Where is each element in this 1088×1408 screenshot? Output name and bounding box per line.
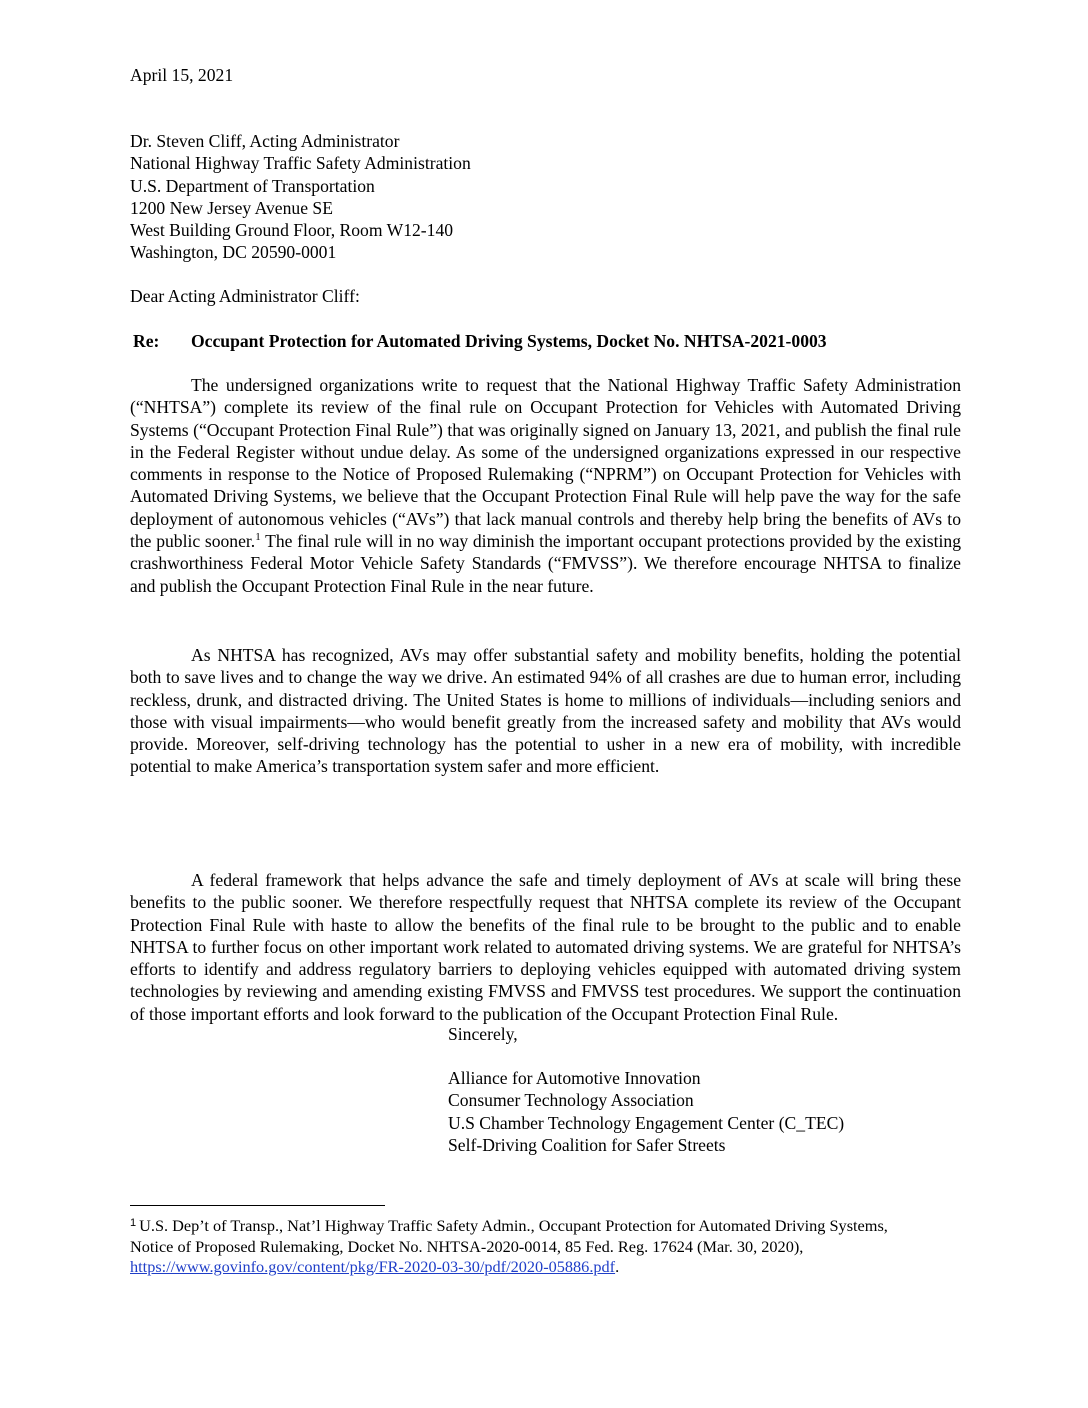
body-paragraph-2: As NHTSA has recognized, AVs may offer substantial safety and mobility benefits, holding the potential both to save lives and to change the way we drive. An estimated 94% of all crashes are due to human error, including reckless, drunk, and distracted driving. The United States is home to millions of individuals—including seniors and those with visual impairments—who would benefit greatly from the increased safety and mobility that AVs would provide. Moreover, self-driving technology has the potential to usher in a new era of mobility, with incredible potential to make America’s transportation system safer and more efficient.	[130, 645, 961, 777]
recipient-address	[130, 130, 471, 264]
paragraph-text: The final rule will in no way diminish the important occupant protections provided by the existing crashworthiness Federal Motor Vehicle Safety Standards (“FMVSS”). We therefore encourage NHTSA to finalize and publish the Occupant Protection Final Rule in the near future.	[130, 531, 961, 596]
closing: Sincerely,	[448, 1024, 518, 1044]
body-paragraph-1	[130, 374, 961, 597]
recipient-line: 1200 New Jersey Avenue SE	[130, 197, 333, 218]
body-paragraph-3: A federal framework that helps advance the safe and timely deployment of AVs at scale will bring these benefits to the public sooner. We therefore respectfully request that NHTSA complete its review of the Occupant Protection Final Rule with haste to allow the benefits of the final rule to be brought to the public and to enable NHTSA to further focus on other important work related to automated driving systems. We are grateful for NHTSA’s efforts to identify and address regulatory barriers to deploying vehicles equipped with automated driving system technologies by reviewing and amending existing FMVSS and FMVSS test procedures. We support the continuation of those important efforts and look forward to the publication of the Occupant Protection Final Rule.	[130, 870, 961, 1024]
letter-date: April 15, 2021	[130, 65, 234, 85]
footnote-text: U.S. Dep’t of Transp., Nat’l Highway Traffic Safety Admin., Occupant Protection for Automated Driving Systems, Notice of Proposed Rulemaking, Docket No. NHTSA-2020-0014, 85 Fed. Reg. 17624 (Mar. 30, 2020),	[130, 1216, 888, 1256]
footnote	[130, 1216, 930, 1278]
signatory: Self-Driving Coalition for Safer Streets	[448, 1134, 726, 1155]
paragraph-text: The undersigned organizations write to request that the National Highway Traffic Safety Administration (“NHTSA”) complete its review of the final rule on Occupant Protection for Vehicles with Automated Driving Systems (“Occupant Protection Final Rule”) that was originally signed on January 13, 2021, and publish the final rule in the Federal Register without undue delay. As some of the undersigned organizations expressed in our respective comments in response to the Notice of Proposed Rulemaking (“NPRM”) on Occupant Protection for Vehicles with Automated Driving Systems, we believe that the Occupant Protection Final Rule will help pave the way for the safe deployment of autonomous vehicles (“AVs”) that lack manual controls and thereby help bring the benefits of AVs to the public sooner.	[130, 375, 961, 552]
subject-line	[133, 330, 827, 352]
footnote-divider	[130, 1205, 385, 1206]
signatory-list	[448, 1067, 844, 1156]
signatory: Consumer Technology Association	[448, 1090, 694, 1111]
recipient-line: National Highway Traffic Safety Administration	[130, 153, 471, 174]
footnote-trailing: .	[615, 1257, 620, 1276]
footnote-link[interactable]: https://www.govinfo.gov/content/pkg/FR-2020-03-30/pdf/2020-05886.pdf	[130, 1257, 616, 1276]
footnote-number: 1	[130, 1217, 137, 1229]
subject-label: Re:	[133, 331, 160, 351]
subject-text: Occupant Protection for Automated Driving Systems, Docket No. NHTSA-2021-0003	[191, 331, 827, 351]
signatory: U.S Chamber Technology Engagement Center (C_TEC)	[448, 1112, 845, 1133]
salutation: Dear Acting Administrator Cliff:	[130, 286, 360, 306]
recipient-line: Dr. Steven Cliff, Acting Administrator	[130, 131, 400, 151]
recipient-line: West Building Ground Floor, Room W12-140	[130, 220, 454, 241]
recipient-line: Washington, DC 20590-0001	[130, 242, 337, 263]
footnote-reference: 1	[255, 531, 261, 544]
recipient-line: U.S. Department of Transportation	[130, 175, 375, 196]
signatory: Alliance for Automotive Innovation	[448, 1068, 701, 1088]
